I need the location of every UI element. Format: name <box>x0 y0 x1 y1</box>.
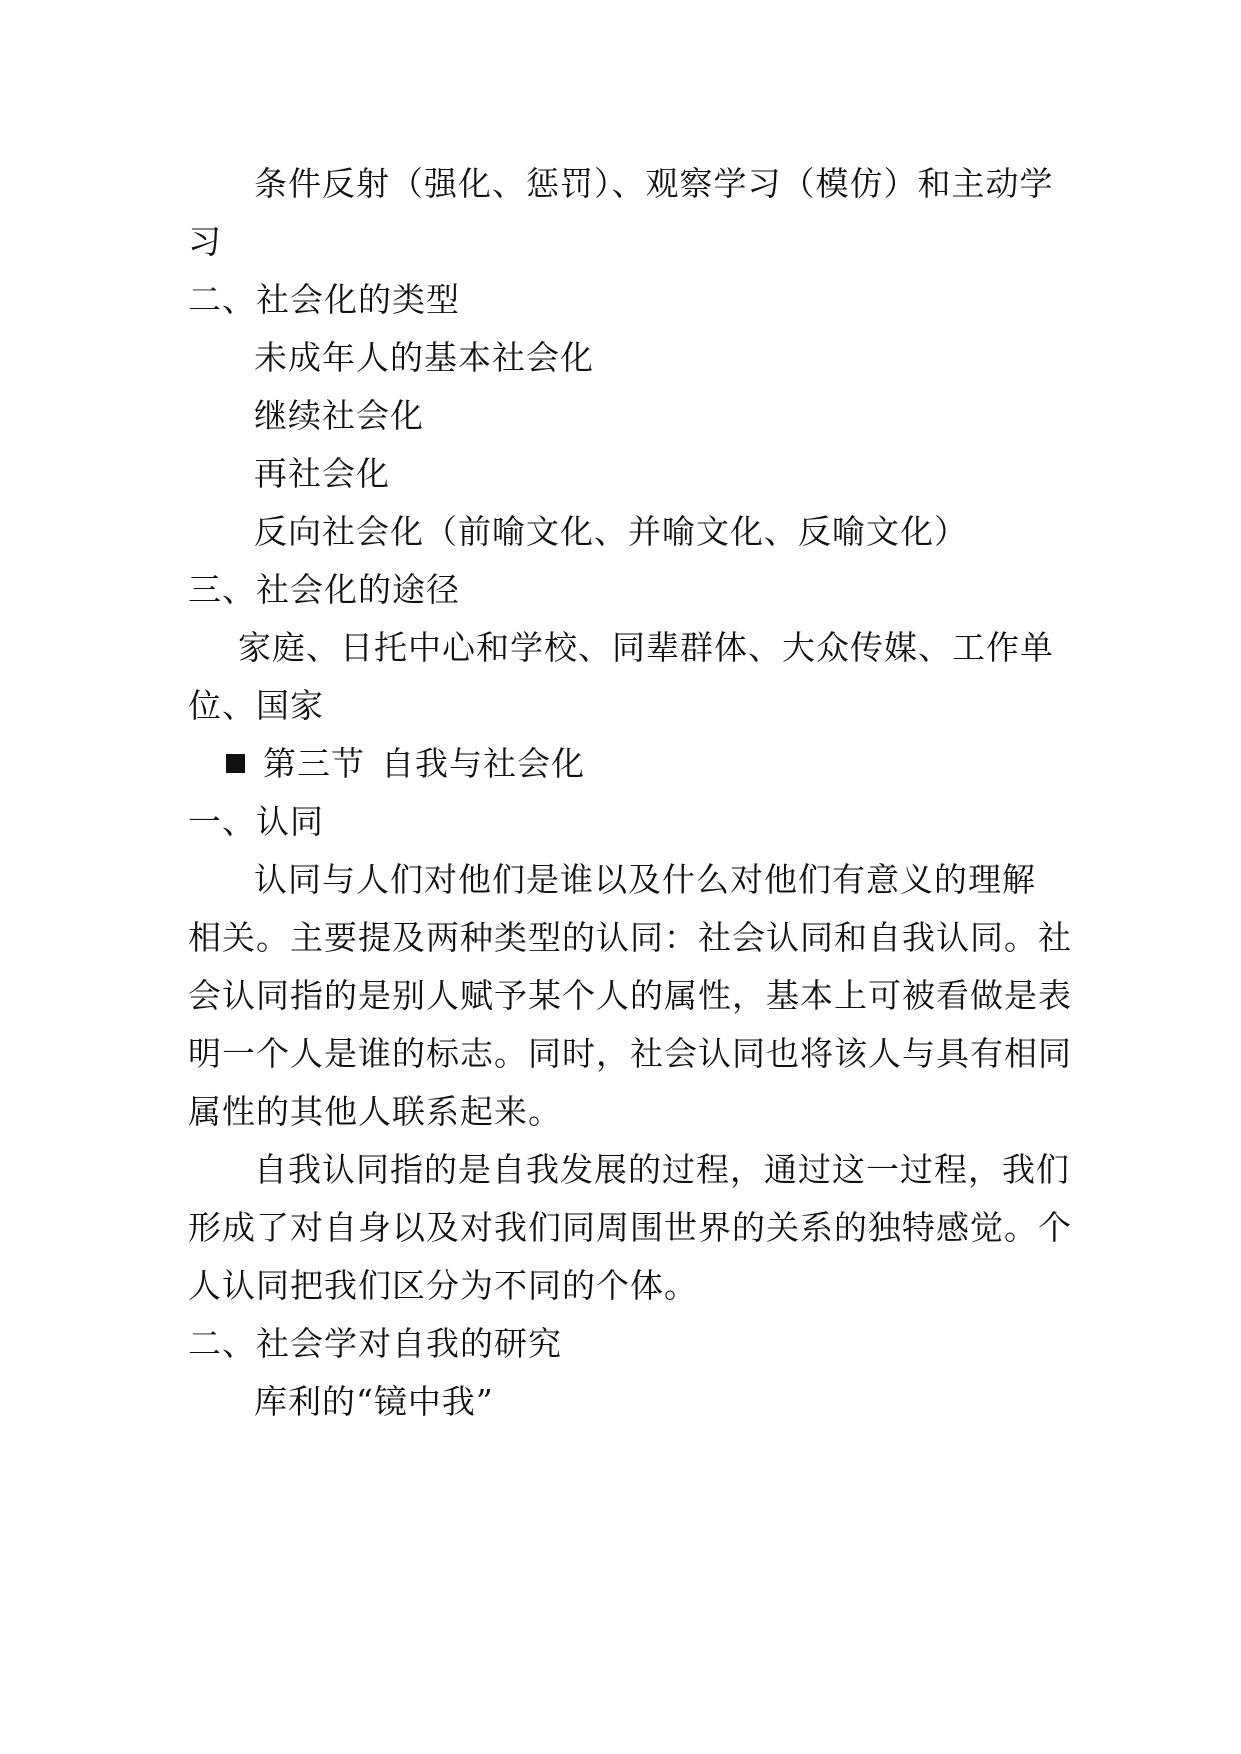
heading-socialization-paths: 三、社会化的途径 <box>188 570 460 609</box>
self-identity-line-2: 形成了对自身以及对我们同周围世界的关系的独特感觉。个 <box>188 1208 1072 1247</box>
type-item-2: 继续社会化 <box>254 396 424 435</box>
identity-line-5: 属性的其他人联系起来。 <box>188 1092 562 1131</box>
paths-line-1: 家庭、日托中心和学校、同辈群体、大众传媒、工作单 <box>238 628 1054 667</box>
heading-identity: 一、认同 <box>188 802 324 841</box>
identity-line-1: 认同与人们对他们是谁以及什么对他们有意义的理解 <box>254 860 1036 899</box>
section-heading <box>226 742 1106 786</box>
self-identity-line-1: 自我认同指的是自我发展的过程，通过这一过程，我们 <box>254 1150 1070 1189</box>
identity-line-4: 明一个人是谁的标志。同时，社会认同也将该人与具有相同 <box>188 1034 1072 1073</box>
identity-line-3: 会认同指的是别人赋予某个人的属性，基本上可被看做是表 <box>188 976 1072 1015</box>
section-title: 自我与社会化 <box>381 744 585 783</box>
paths-line-2: 位、国家 <box>188 686 324 725</box>
self-identity-line-3: 人认同把我们区分为不同的个体。 <box>188 1266 698 1305</box>
type-item-1: 未成年人的基本社会化 <box>254 338 594 377</box>
paragraph-learning-line-2: 习 <box>188 222 222 261</box>
heading-self-study: 二、社会学对自我的研究 <box>188 1324 562 1363</box>
square-bullet-icon <box>226 754 245 773</box>
type-item-4: 反向社会化（前喻文化、并喻文化、反喻文化） <box>254 512 968 551</box>
paragraph-learning-line-1: 条件反射（强化、惩罚）、观察学习（模仿）和主动学 <box>254 164 1054 203</box>
section-number: 第三节 <box>263 744 365 783</box>
identity-line-2: 相关。主要提及两种类型的认同：社会认同和自我认同。社 <box>188 918 1072 957</box>
heading-socialization-types: 二、社会化的类型 <box>188 280 460 319</box>
self-study-line-1: 库利的“镜中我” <box>254 1382 494 1421</box>
type-item-3: 再社会化 <box>254 454 390 493</box>
